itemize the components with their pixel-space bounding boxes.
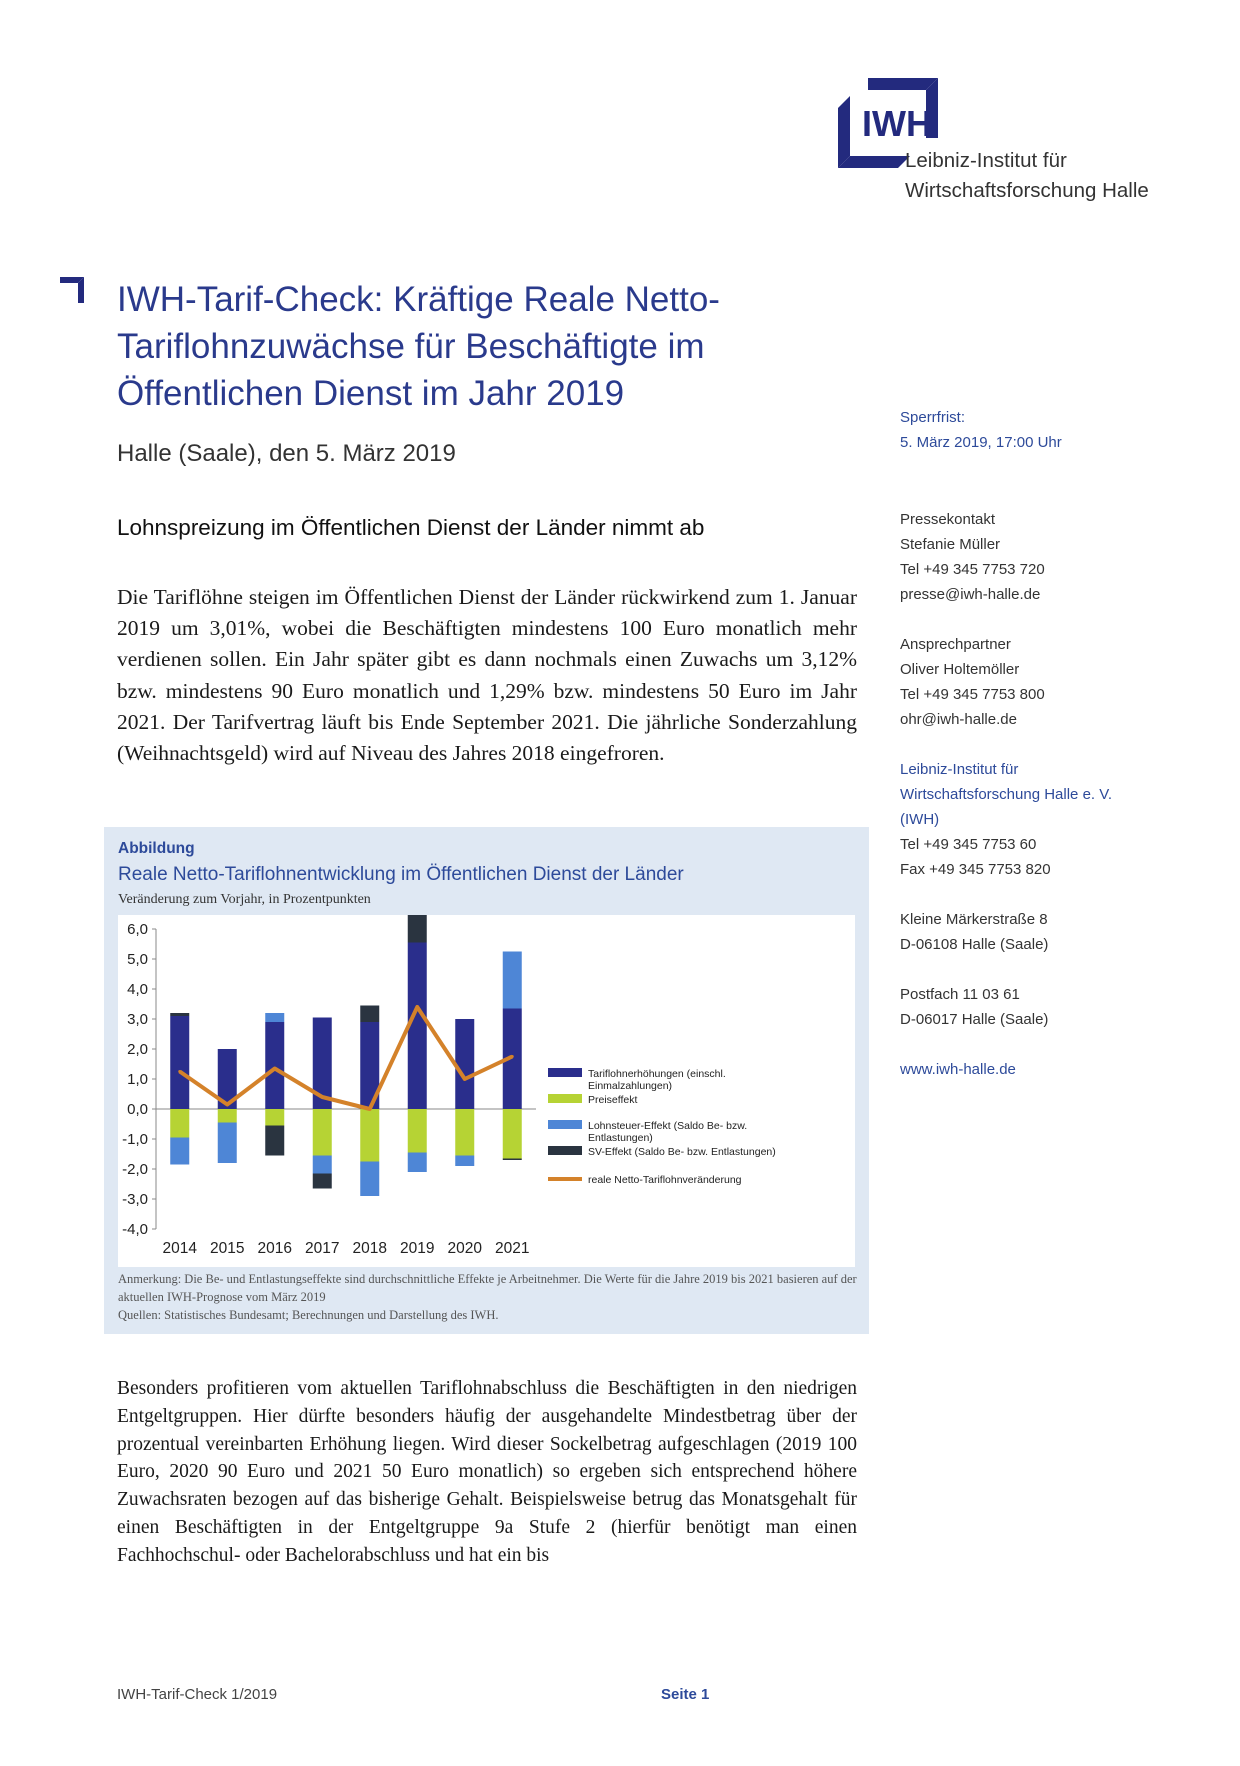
bar-segment: [360, 1006, 379, 1023]
legend-swatch: [548, 1094, 582, 1103]
line-point: [273, 1067, 276, 1070]
title-marker-icon: [60, 277, 86, 303]
footer-left: IWH-Tarif-Check 1/2019: [117, 1686, 278, 1703]
bar-segment: [170, 1138, 189, 1165]
press-name: Stefanie Müller: [900, 536, 1001, 553]
bar-segment: [360, 1109, 379, 1162]
bar-segment: [408, 1109, 427, 1153]
body-paragraph: Besonders profitieren vom aktuellen Tariflohnabschluss die Beschäftigten in den niedrigen Entgeltgruppen. Hier dürfte besonders häufig der ausgehandelte Mindestbetrag über der prozentual vereinbarten Erhöhung liegen. Wird dieser Sockelbetrag aufgeschlagen (2019 100 Euro, 2020 90 Euro und 2021 50 Euro monatlich) so ergeben sich entsprechend höhere Zuwachsraten bezogen auf das bisherige Gehalt. Beispielsweise betrug das Monatsgehalt für einen Beschäftigten in der Entgeltgruppe 9a Stufe 2 (hierfür benötigt man einen Fachhochschul- oder Bachelorabschluss und hat ein bis: [117, 1378, 857, 1566]
bar-segment: [265, 1109, 284, 1126]
y-tick-label: 1,0: [127, 1071, 148, 1088]
figure-note-text: Anmerkung: Die Be- und Entlastungseffekte sind durchschnittliche Effekte je Arbeitnehmer. Die Werte für die Jahre 2019 bis 2021 basieren auf der aktuellen IWH-Prognose vom März 2019: [118, 1272, 857, 1304]
line-point: [416, 1006, 419, 1009]
y-tick-label: 3,0: [127, 1011, 148, 1028]
bar-segment: [313, 1174, 332, 1189]
sidebar-institute: [900, 757, 1200, 882]
line-point: [463, 1078, 466, 1081]
y-tick-label: 2,0: [127, 1041, 148, 1058]
sidebar-postfach: [900, 982, 1200, 1032]
figure-title: Reale Netto-Tariflohnentwicklung im Öffentlichen Dienst der Länder: [118, 864, 684, 885]
bar-segment: [313, 1109, 332, 1156]
bar-segment: [360, 1162, 379, 1197]
address-line-2: D-06108 Halle (Saale): [900, 936, 1049, 953]
page-title: [117, 276, 837, 417]
title-line-3: Öffentlichen Dienst im Jahr 2019: [117, 374, 625, 413]
legend-label: Lohnsteuer-Effekt (Saldo Be- bzw.: [588, 1120, 748, 1132]
legend-label: Entlastungen): [588, 1132, 653, 1144]
figure-subtitle: Veränderung zum Vorjahr, in Prozentpunkten: [118, 892, 371, 907]
x-tick-label: 2015: [210, 1240, 245, 1257]
legend-label: SV-Effekt (Saldo Be- bzw. Entlastungen): [588, 1146, 776, 1158]
sidebar-press-contact: [900, 507, 1200, 607]
legend-swatch: [548, 1120, 582, 1129]
y-tick-label: 4,0: [127, 981, 148, 998]
bar-segment: [170, 1109, 189, 1138]
x-tick-label: 2019: [400, 1240, 435, 1257]
line-point: [511, 1055, 514, 1058]
figure-note: [118, 1270, 863, 1324]
x-tick-label: 2016: [257, 1240, 292, 1257]
bar-segment: [265, 1013, 284, 1022]
line-point: [226, 1103, 229, 1106]
page-number: Seite 1: [661, 1686, 710, 1703]
line-point: [321, 1096, 324, 1099]
bar-segment: [218, 1123, 237, 1164]
chart-area: [118, 915, 855, 1267]
bar-segment: [503, 1109, 522, 1159]
postfach-line-1: Postfach 11 03 61: [900, 986, 1020, 1003]
bar-segment: [503, 952, 522, 1009]
institute-line-3: (IWH): [900, 811, 940, 828]
title-line-1: IWH-Tarif-Check: Kräftige Reale Netto-: [117, 280, 720, 319]
bar-segment: [313, 1156, 332, 1174]
contact-mail-link[interactable]: ohr@iwh-halle.de: [900, 711, 1017, 728]
bar-segment: [218, 1109, 237, 1123]
y-tick-label: 0,0: [127, 1101, 148, 1118]
bar-segment: [455, 1156, 474, 1167]
bar-segment: [265, 1126, 284, 1156]
sidebar-contact-person: [900, 632, 1200, 732]
y-tick-label: 5,0: [127, 951, 148, 968]
bar-segment: [170, 1016, 189, 1109]
logo-line-1: Leibniz-Institut für: [905, 149, 1067, 172]
institute-tel: Tel +49 345 7753 60: [900, 836, 1037, 853]
bar-segment: [455, 1109, 474, 1156]
stacked-bar-chart: [118, 915, 855, 1267]
legend-swatch: [548, 1146, 582, 1155]
legend-label: Einmalzahlungen): [588, 1080, 673, 1092]
logo-line-2: Wirtschaftsforschung Halle: [905, 179, 1149, 202]
line-point: [178, 1070, 181, 1073]
sidebar-embargo: [900, 405, 1200, 455]
title-line-2: Tariflohnzuwächse für Beschäftigte im: [117, 327, 705, 366]
y-tick-label: -4,0: [122, 1221, 148, 1238]
bar-segment: [265, 1022, 284, 1109]
contact-name: Oliver Holtemöller: [900, 661, 1020, 678]
bar-segment: [408, 1153, 427, 1173]
sidebar-address: [900, 907, 1200, 957]
y-tick-label: -1,0: [122, 1131, 148, 1148]
embargo-value: 5. März 2019, 17:00 Uhr: [900, 434, 1062, 451]
legend-swatch: [548, 1068, 582, 1077]
x-tick-label: 2021: [495, 1240, 530, 1257]
legend-label: Tariflohnerhöhungen (einschl.: [588, 1068, 726, 1080]
dateline: Halle (Saale), den 5. März 2019: [117, 440, 456, 467]
bar-segment: [408, 915, 427, 943]
y-tick-label: -3,0: [122, 1191, 148, 1208]
postfach-line-2: D-06017 Halle (Saale): [900, 1011, 1049, 1028]
embargo-label: Sperrfrist:: [900, 409, 966, 426]
lead-paragraph: Die Tariflöhne steigen im Öffentlichen Dienst der Länder rückwirkend zum 1. Januar 2019 um 3,01%, wobei die Beschäftigten mindestens 100 Euro monatlich mehr verdienen sollen. Ein Jahr später gibt es dann nochmals einen Zuwachs um 3,12% bzw. mindestens 90 Euro monatlich und 1,29% bzw. mindestens 50 Euro im Jahr 2021. Der Tarifvertrag läuft bis Ende September 2021. Die jährliche Sonderzahlung (Weihnachtsgeld) wird auf Niveau des Jahres 2018 eingefroren.: [117, 585, 857, 766]
y-tick-label: -2,0: [122, 1161, 148, 1178]
address-line-1: Kleine Märkerstraße 8: [900, 911, 1048, 928]
press-label: Pressekontakt: [900, 511, 996, 528]
legend-label: reale Netto-Tariflohnveränderung: [588, 1174, 742, 1186]
contact-label: Ansprechpartner: [900, 636, 1011, 653]
x-tick-label: 2018: [352, 1240, 387, 1257]
contact-tel: Tel +49 345 7753 800: [900, 686, 1045, 703]
press-tel: Tel +49 345 7753 720: [900, 561, 1045, 578]
institute-line-2: Wirtschaftsforschung Halle e. V.: [900, 786, 1113, 803]
logo-institute-name: [905, 146, 1149, 206]
y-tick-label: 6,0: [127, 921, 148, 938]
figure-kicker: Abbildung: [118, 840, 195, 857]
website-link[interactable]: www.iwh-halle.de: [900, 1061, 1016, 1078]
press-mail-link[interactable]: presse@iwh-halle.de: [900, 586, 1041, 603]
legend-label: Preiseffekt: [588, 1094, 638, 1106]
x-tick-label: 2020: [447, 1240, 482, 1257]
bar-segment: [455, 1019, 474, 1109]
x-tick-label: 2014: [162, 1240, 197, 1257]
institute-line-1: Leibniz-Institut für: [900, 761, 1019, 778]
institute-fax: Fax +49 345 7753 820: [900, 861, 1051, 878]
logo-mark-text: IWH: [862, 103, 932, 144]
line-point: [368, 1108, 371, 1111]
x-tick-label: 2017: [305, 1240, 340, 1257]
subheading: Lohnspreizung im Öffentlichen Dienst der Länder nimmt ab: [117, 515, 705, 540]
bar-segment: [170, 1013, 189, 1016]
figure-sources: Quellen: Statistisches Bundesamt; Berechnungen und Darstellung des IWH.: [118, 1308, 499, 1322]
bar-segment: [503, 1159, 522, 1161]
